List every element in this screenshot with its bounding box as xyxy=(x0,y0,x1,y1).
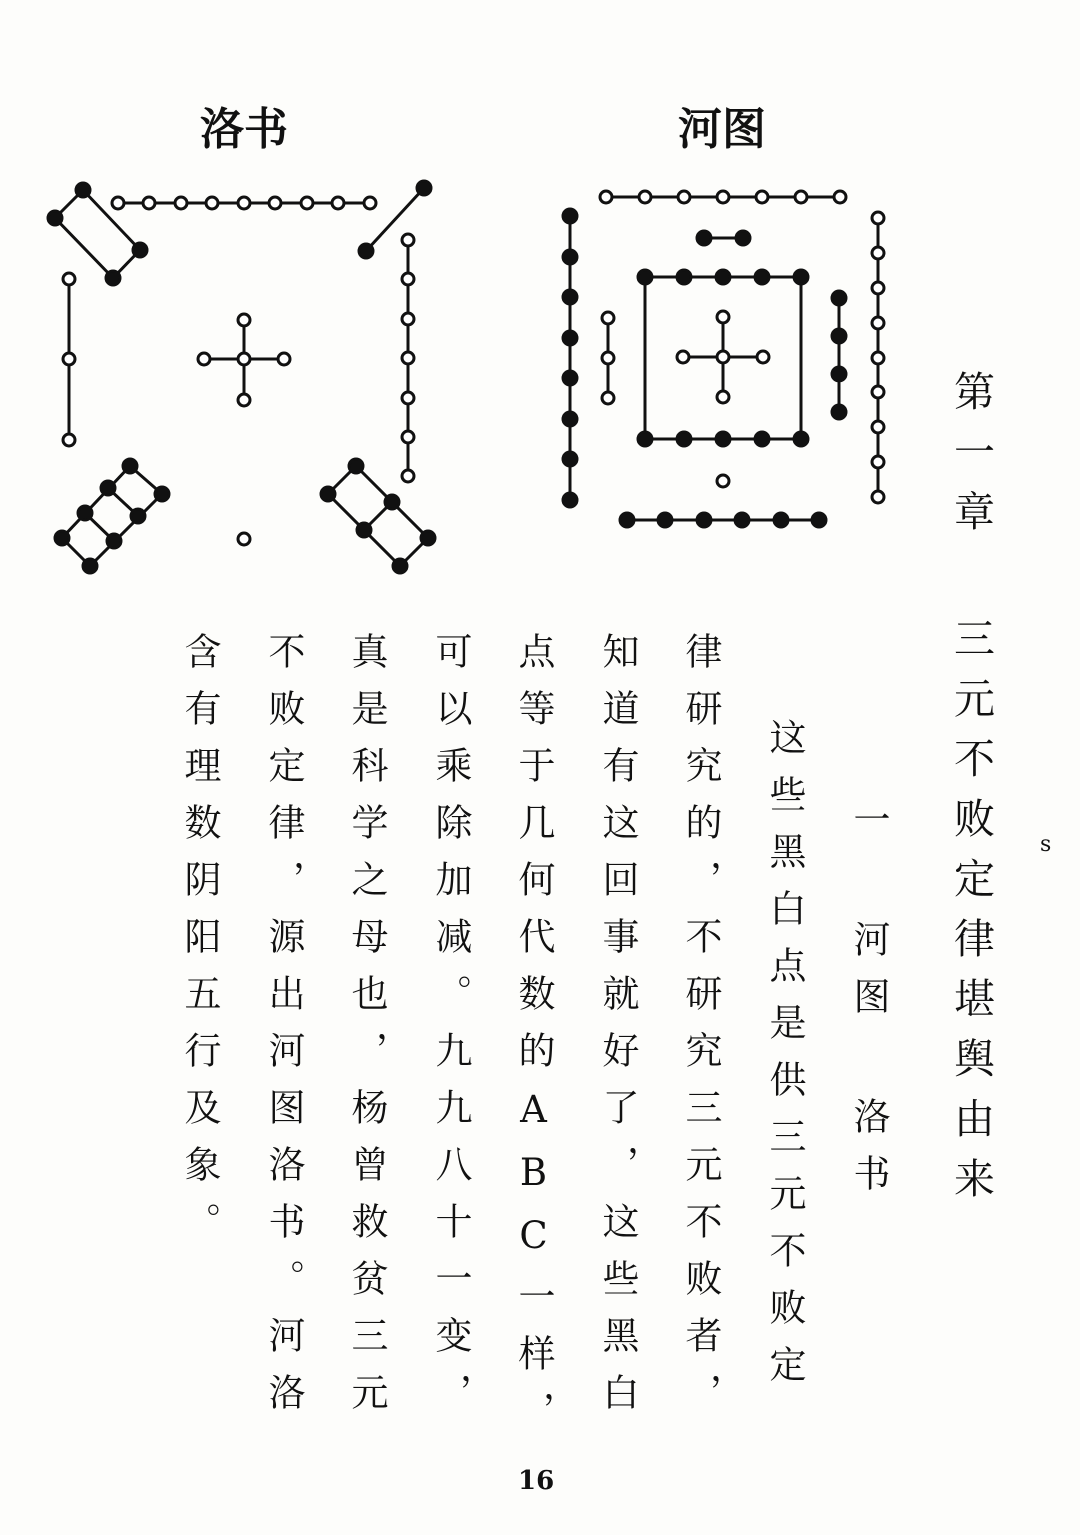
hetu-eight-black xyxy=(563,209,577,507)
body-column-7: 不败定律，源出河图洛书。河洛 xyxy=(262,632,305,1430)
hetu-nine-white xyxy=(872,212,884,503)
section-title: 一 河图 洛书 xyxy=(847,800,890,1211)
margin-mark: s xyxy=(1040,832,1052,857)
hetu-three-white xyxy=(602,312,614,404)
page-number: 16 xyxy=(518,1466,555,1496)
luoshu-title: 洛书 xyxy=(200,104,288,155)
hetu-one-white xyxy=(717,475,729,487)
body-column-6: 真是科学之母也，杨曾救贫三元 xyxy=(345,632,388,1430)
body-column-5: 可以乘除加减。九九八十一变， xyxy=(429,632,472,1430)
hetu-four-black xyxy=(832,291,846,419)
body-column-3: 知道有这回事就好了，这些黑白 xyxy=(596,632,639,1430)
hetu-seven-white xyxy=(600,191,846,203)
hetu-five-white xyxy=(677,311,769,403)
chapter-title: 第一章 三元不败定律堪舆由来 xyxy=(947,370,995,1217)
hetu-two-black xyxy=(697,231,750,245)
hetu-six-black xyxy=(620,513,826,527)
body-column-4: 点等于几何代数的ABC一样， xyxy=(512,632,555,1448)
hetu-title: 河图 xyxy=(678,104,766,155)
body-column-2: 律研究的，不研究三元不败者， xyxy=(679,632,722,1430)
body-column-1: 这些黑白点是供三元不败定 xyxy=(763,718,806,1402)
body-column-8: 含有理数阴阳五行及象。 xyxy=(178,632,221,1259)
